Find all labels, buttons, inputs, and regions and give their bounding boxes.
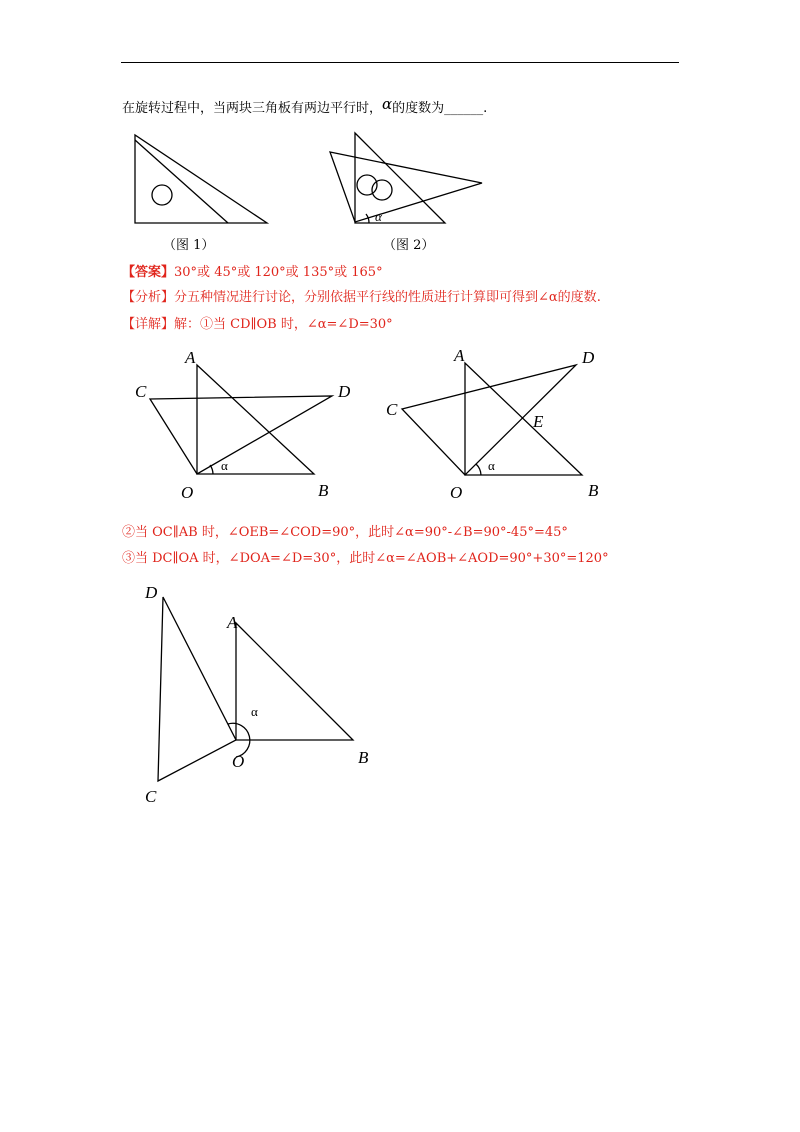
diagram-case-3 [125,580,385,810]
analysis-line [122,286,601,305]
figure-1-caption: （图 1） [163,238,215,253]
detail-case-2-line: ②当 OC∥AB 时，∠OEB=∠COD=90°，此时∠α=90°-∠B=90°-45°=45° [122,525,568,540]
diagram-a-triangle-aob [197,365,314,474]
diagram-c-label-a: A [227,613,238,632]
diagram-case-1-left [125,345,365,505]
detail-tag: 【详解】 [122,317,175,332]
figure-2-alpha-label: α [375,209,382,224]
question-period: . [483,101,488,116]
analysis-text: 分五种情况进行讨论，分别依据平行线的性质进行计算即可得到∠α的度数. [174,290,601,305]
figure-1-hole [152,185,172,205]
detail-line [122,313,393,332]
figure-2-caption: （图 2） [383,238,435,253]
diagram-a-angle-arc [210,465,213,474]
diagram-b-label-alpha: α [488,458,495,473]
figure-1-triangle [135,135,267,223]
diagram-case-1-right [380,345,620,505]
diagram-a-label-d: D [338,382,351,401]
figure-1-diagonal [135,140,228,223]
diagram-a-triangle-cod [150,396,332,474]
diagram-b-label-e: E [533,412,544,431]
question-alpha: α [382,95,393,113]
question-text-after: 的度数为 [392,101,445,116]
diagram-b-label-d: D [582,348,595,367]
diagram-a-label-b: B [318,481,329,500]
diagram-b-label-b: B [588,481,599,500]
answer-tag: 【答案】 [122,265,175,280]
diagram-b-angle-arc [476,464,481,475]
analysis-tag: 【分析】 [122,290,175,305]
diagram-a-label-a: A [185,348,196,367]
answer-text: 30°或 45°或 120°或 135°或 165° [174,265,383,280]
diagram-c-label-d: D [145,583,158,602]
diagram-c-triangle-cod [158,597,236,781]
figure-1 [125,130,275,230]
diagram-b-label-a: A [454,346,465,365]
diagram-c-triangle-aob [236,623,353,740]
diagram-b-label-c: C [386,400,398,419]
diagram-a-label-c: C [135,382,147,401]
figure-2 [325,130,490,230]
diagram-b-label-o: O [450,483,463,502]
header-rule [121,62,679,63]
diagram-c-label-b: B [358,748,369,767]
figure-2-upright-triangle [355,133,445,223]
detail-case-3-line: ③当 DC∥OA 时，∠DOA=∠D=30°，此时∠α=∠AOB+∠AOD=90°+30°=120° [122,551,609,566]
question-text-before: 在旋转过程中，当两块三角板有两边平行时， [122,101,383,116]
diagram-c-label-o: O [232,752,245,771]
diagram-a-label-alpha: α [221,458,228,473]
diagram-c-label-c: C [145,787,157,806]
diagram-a-label-o: O [181,483,194,502]
answer-blank: ______ [444,101,484,116]
answer-line [122,261,383,280]
diagram-c-label-alpha: α [251,704,258,719]
figure-2-rotated-triangle [330,152,482,222]
question-text [122,97,487,116]
detail-case-1: 解：①当 CD∥OB 时，∠α=∠D=30° [174,317,393,332]
